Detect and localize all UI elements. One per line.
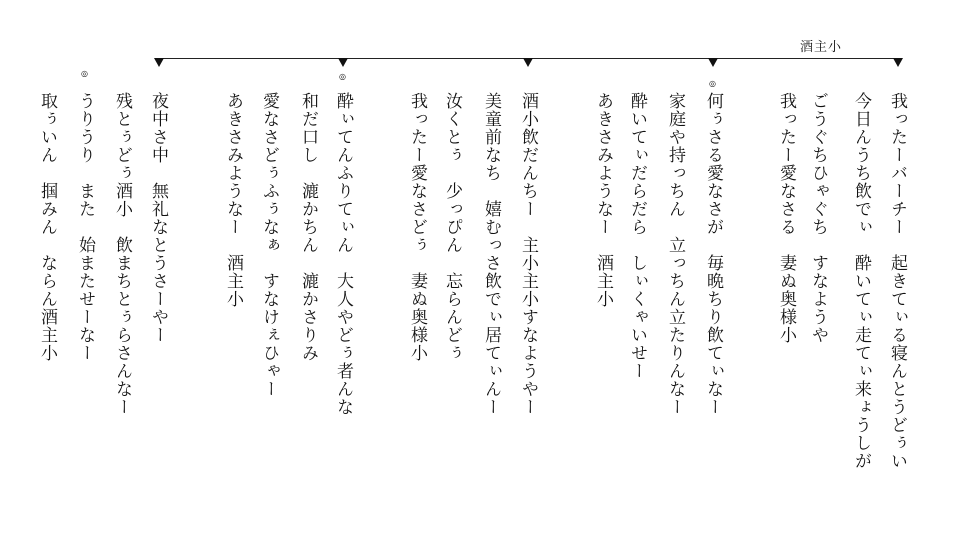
lyric-line: 残とぅどぅ酒小 飲まちとぅらさんなー <box>112 92 132 416</box>
lyric-line: 我ったーバーチー 起きてぃる寝んとうどぅい <box>887 92 907 470</box>
lyric-line: 何ぅさる愛なさが 毎晩ちり飲てぃなー <box>703 92 723 416</box>
lyric-line: あきさみようなー 酒主小 <box>593 92 613 308</box>
lyric-line: 愛なさどぅふぅなぁ すなけぇひゃー <box>259 92 279 398</box>
lyric-line: 酒小飲だんちー 主小主小すなようやー <box>518 92 538 416</box>
lyric-line: ごうぐちひゃぐち すなようや <box>808 92 828 344</box>
lyric-line: 汝くとぅ 少っぴん 忘らんどぅ <box>442 92 462 362</box>
section-mark: ◎ <box>339 72 346 81</box>
lyric-line: 今日んうち飲でぃ 酔いてぃ走てぃ来ょうしが <box>851 92 871 470</box>
stanza-marker-4 <box>708 58 718 67</box>
song-title: 酒主小 <box>800 40 843 55</box>
stanza-marker-3 <box>523 58 533 67</box>
stanza-marker-5 <box>893 58 903 67</box>
lyric-line: 酔いてぃだらだら しぃくゃいせー <box>627 92 647 380</box>
lyric-line: あきさみようなー 酒主小 <box>223 92 243 308</box>
lyric-line: 我ったー愛なさどぅ 妻ぬ奥様小 <box>407 92 427 362</box>
lyric-line: 取ぅいん 掴みん ならん酒主小 <box>37 92 57 362</box>
lyric-line: 和だ口し 漉かちん 漉かさりみ <box>298 92 318 362</box>
lyric-line: 夜中さ中 無礼なとうさーやー <box>148 92 168 344</box>
lyric-line: うりうり また 始またせーなー <box>75 92 95 362</box>
lyric-line: 酔ぃてんふりてぃん 大人やどぅ者んな <box>333 92 353 416</box>
section-mark: ◎ <box>81 69 88 78</box>
stanza-marker-1 <box>154 58 164 67</box>
section-mark: ◎ <box>709 79 716 88</box>
lyric-line: 美童前なち 嬉むっさ飲でぃ居てぃんー <box>481 92 501 416</box>
lyric-line: 我ったー愛なさる 妻ぬ奥様小 <box>776 92 796 344</box>
stanza-marker-2 <box>338 58 348 67</box>
lyric-line: 家庭や持っちん 立っちん立たりんなー <box>665 92 685 416</box>
